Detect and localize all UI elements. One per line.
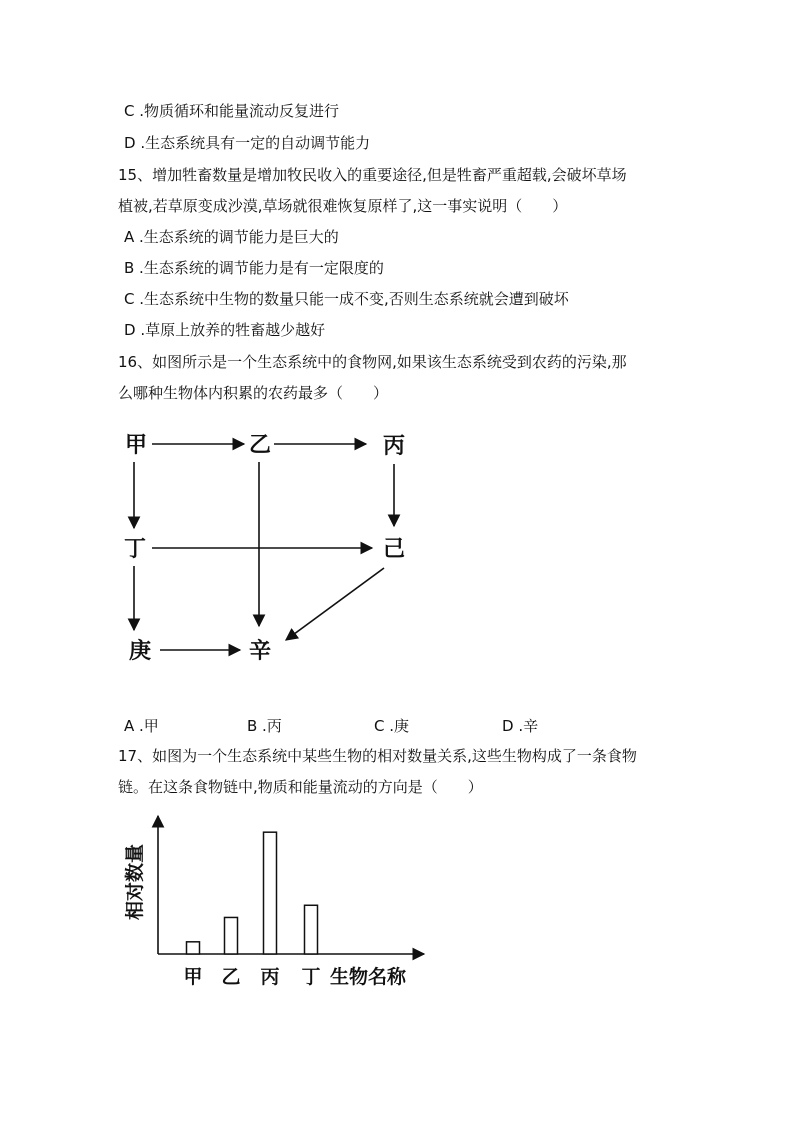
node-bing: 丙 bbox=[382, 434, 406, 459]
q15-option-d: D .草原上放养的牲畜越少越好 bbox=[124, 321, 326, 339]
x-tick-label: 丙 bbox=[260, 966, 280, 988]
q15-option-b: B .生态系统的调节能力是有一定限度的 bbox=[124, 259, 384, 277]
q16-option-a: A .甲 bbox=[124, 717, 159, 735]
q15-option-c: C .生态系统中生物的数量只能一成不变,否则生态系统就会遭到破坏 bbox=[124, 290, 569, 308]
bar-0 bbox=[187, 942, 200, 954]
q17-stem-line1: 17、如图为一个生态系统中某些生物的相对数量关系,这些生物构成了一条食物 bbox=[118, 747, 637, 765]
q16-stem-line2: 么哪种生物体内积累的农药最多（ ） bbox=[118, 384, 389, 402]
q15-stem-line1: 15、增加牲畜数量是增加牧民收入的重要途径,但是牲畜严重超载,会破坏草场 bbox=[118, 166, 627, 184]
q16-option-b: B .丙 bbox=[247, 717, 282, 735]
q14-option-c: C .物质循环和能量流动反复进行 bbox=[124, 102, 340, 120]
node-geng: 庚 bbox=[128, 639, 152, 664]
node-yi: 乙 bbox=[248, 433, 272, 458]
node-ji: 己 bbox=[382, 537, 406, 562]
x-axis-label: 生物名称 bbox=[330, 966, 407, 988]
node-ding: 丁 bbox=[123, 537, 147, 562]
arrow-ji-xin bbox=[286, 568, 384, 640]
x-tick-label: 乙 bbox=[221, 966, 241, 988]
q16-stem-line1: 16、如图所示是一个生态系统中的食物网,如果该生态系统受到农药的污染,那 bbox=[118, 353, 627, 371]
bar-1 bbox=[225, 917, 238, 954]
relative-quantity-bar-chart bbox=[118, 808, 438, 1003]
bar-2 bbox=[264, 832, 277, 954]
y-axis-label: 相对数量 bbox=[124, 843, 146, 920]
bar-3 bbox=[305, 905, 318, 954]
q15-option-a: A .生态系统的调节能力是巨大的 bbox=[124, 228, 339, 246]
q17-stem-line2: 链。在这条食物链中,物质和能量流动的方向是（ ） bbox=[118, 778, 483, 796]
x-tick-label: 甲 bbox=[183, 966, 203, 988]
node-xin: 辛 bbox=[248, 639, 272, 664]
q16-option-d: D .辛 bbox=[502, 717, 539, 735]
q14-option-d: D .生态系统具有一定的自动调节能力 bbox=[124, 134, 371, 152]
q16-option-c: C .庚 bbox=[374, 717, 410, 735]
q16-options bbox=[0, 716, 793, 736]
node-jia: 甲 bbox=[124, 433, 148, 458]
food-web-diagram bbox=[118, 420, 418, 670]
x-tick-label: 丁 bbox=[301, 966, 321, 988]
q15-stem-line2: 植被,若草原变成沙漠,草场就很难恢复原样了,这一事实说明（ ） bbox=[118, 197, 568, 215]
